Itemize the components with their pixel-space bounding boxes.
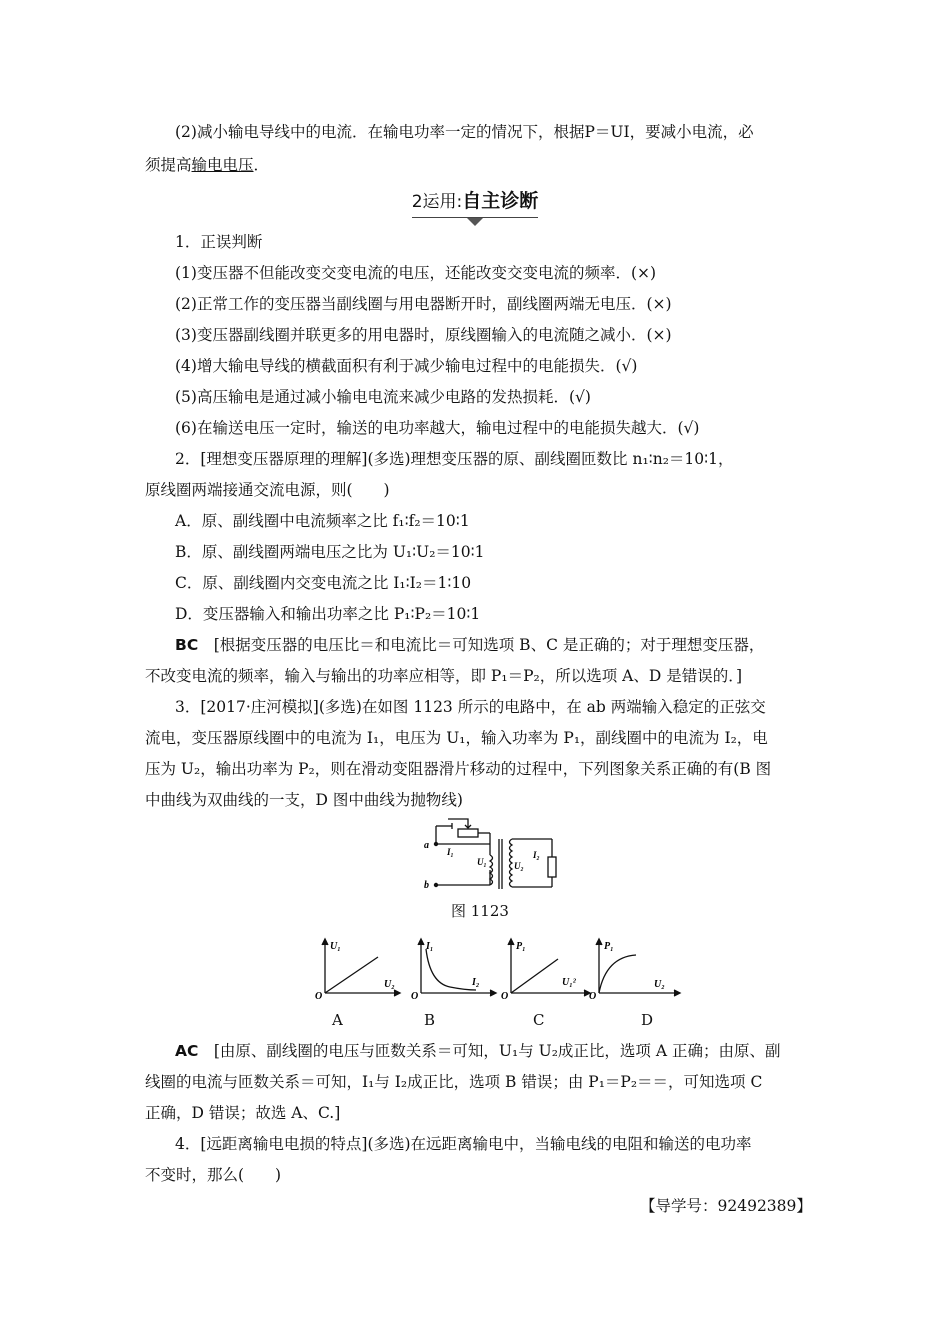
para1-line2 (145, 154, 269, 176)
q1-item-6: (6)在输送电压一定时，输送的电功率越大，输电过程中的电能损失越大．(√) (175, 419, 700, 437)
circuit-label-u2: U₂ (514, 861, 524, 871)
para1-line1: (2)减小输电导线中的电流．在输电功率一定的情况下，根据P＝UI，要减小电流，必 (175, 123, 754, 141)
q1-item-1: (1)变压器不但能改变交变电流的电压，还能改变交变电流的频率．(×) (175, 264, 657, 282)
q2-option-b: B．原、副线圈两端电压之比为 U₁∶U₂＝10∶1 (175, 543, 485, 561)
circuit-label-u1: U₁ (477, 857, 487, 867)
q1-item-4: (4)增大输电导线的横截面积有利于减少输电过程中的电能损失．(√) (175, 357, 638, 375)
q3-answer-line3: 正确，D 错误；故选 A、C.] (145, 1104, 341, 1122)
q2-answer-line2: 不改变电流的频率，输入与输出的功率应相等，即 P₁＝P₂，所以选项 A、D 是错误的．] (145, 667, 742, 685)
q2-answer-text1: [根据变压器的电压比＝和电流比＝可知选项 B、C 是正确的；对于理想变压器， (198, 636, 765, 654)
graph-a-origin: O (315, 991, 323, 1002)
q3-answer-key: AC (175, 1042, 199, 1060)
graph-a (314, 935, 404, 1003)
para1-line2-underlined: 输电电压 (191, 156, 254, 174)
q2-answer-line1 (175, 634, 764, 656)
q1-item-3: (3)变压器副线圈并联更多的用电器时，原线圈输入的电流随之减小．(×) (175, 326, 672, 344)
graph-d-origin: O (589, 991, 597, 1002)
graph-c (500, 935, 595, 1003)
q4-stem-line2: 不变时，那么( ) (145, 1166, 282, 1184)
q3-stem-line4: 中曲线为双曲线的一支，D 图中曲线为抛物线) (145, 791, 463, 809)
graph-b (410, 935, 500, 1003)
graph-b-xlabel: I₂ (472, 977, 480, 988)
graph-b-letter: B (424, 1011, 436, 1029)
section-title: 自主诊断 (462, 190, 539, 212)
q2-option-d: D．变压器输入和输出功率之比 P₁∶P₂＝10∶1 (175, 605, 481, 623)
graph-c-letter: C (533, 1011, 545, 1029)
para1-line2-pre: 须提高 (145, 156, 192, 174)
section-triangle-icon (467, 218, 483, 226)
graph-d-xlabel: U₂ (654, 979, 665, 990)
graph-c-ylabel: P₁ (516, 941, 526, 952)
graph-d (588, 935, 688, 1003)
q3-stem-line3: 压为 U₂，输出功率为 P₂，则在滑动变阻器滑片移动的过程中，下列图象关系正确的有(B 图 (145, 760, 772, 778)
q2-stem-line1: 2．[理想变压器原理的理解](多选)理想变压器的原、副线圈匝数比 n₁∶n₂＝10∶1， (175, 450, 734, 468)
q1-heading: 1．正误判断 (175, 233, 263, 251)
q3-answer-line1 (175, 1040, 780, 1062)
q2-option-c: C．原、副线圈内交变电流之比 I₁∶I₂＝1∶10 (175, 574, 472, 592)
q3-answer-line2: 线圈的电流与匝数关系＝可知，I₁与 I₂成正比，选项 B 错误；由 P₁＝P₂＝＝，可知选项 C (145, 1073, 763, 1091)
graph-c-xlabel: U₁² (562, 977, 576, 988)
graph-a-xlabel: U₂ (384, 979, 395, 990)
q3-stem-line2: 流电，变压器原线圈中的电流为 I₁，电压为 U₁，输入功率为 P₁，副线圈中的电流为 I₂，电 (145, 729, 768, 747)
section-number: 2运用: (411, 192, 463, 212)
graph-b-origin: O (411, 991, 419, 1002)
circuit-label-b: b (424, 880, 429, 891)
q4-reference-number: 【导学号：92492389】 (640, 1197, 812, 1215)
graph-d-ylabel: P₁ (604, 941, 614, 952)
graph-c-origin: O (501, 991, 509, 1002)
graph-d-letter: D (641, 1011, 654, 1029)
figure-caption: 图 1123 (451, 902, 509, 920)
q2-option-a: A．原、副线圈中电流频率之比 f₁∶f₂＝10∶1 (175, 512, 470, 530)
q1-item-5: (5)高压输电是通过减小输电电流来减少电路的发热损耗．(√) (175, 388, 591, 406)
circuit-label-i1: I₁ (447, 847, 454, 857)
q4-stem-line1: 4．[远距离输电电损的特点](多选)在远距离输电中，当输电线的电阻和输送的电功率 (175, 1135, 752, 1153)
graph-b-ylabel: I₁ (426, 941, 434, 952)
para1-line2-post: ． (253, 156, 270, 174)
section-header (0, 186, 950, 218)
q3-answer-text1: [由原、副线圈的电压与匝数关系＝可知，U₁与 U₂成正比，选项 A 正确；由原、副 (198, 1042, 781, 1060)
circuit-label-a: a (424, 840, 429, 851)
section-header-box (412, 186, 539, 218)
graph-a-letter: A (332, 1011, 343, 1029)
circuit-label-i2: I₂ (533, 850, 540, 860)
q3-stem-line1: 3．[2017·庄河模拟](多选)在如图 1123 所示的电路中，在 ab 两端输入稳定的正弦交 (175, 698, 766, 716)
q2-stem-line2: 原线圈两端接通交流电源，则( ) (145, 481, 390, 499)
q1-item-2: (2)正常工作的变压器当副线圈与用电器断开时，副线圈两端无电压．(×) (175, 295, 672, 313)
graph-a-ylabel: U₁ (330, 941, 341, 952)
q2-answer-key: BC (175, 636, 199, 654)
circuit-diagram (420, 815, 570, 895)
